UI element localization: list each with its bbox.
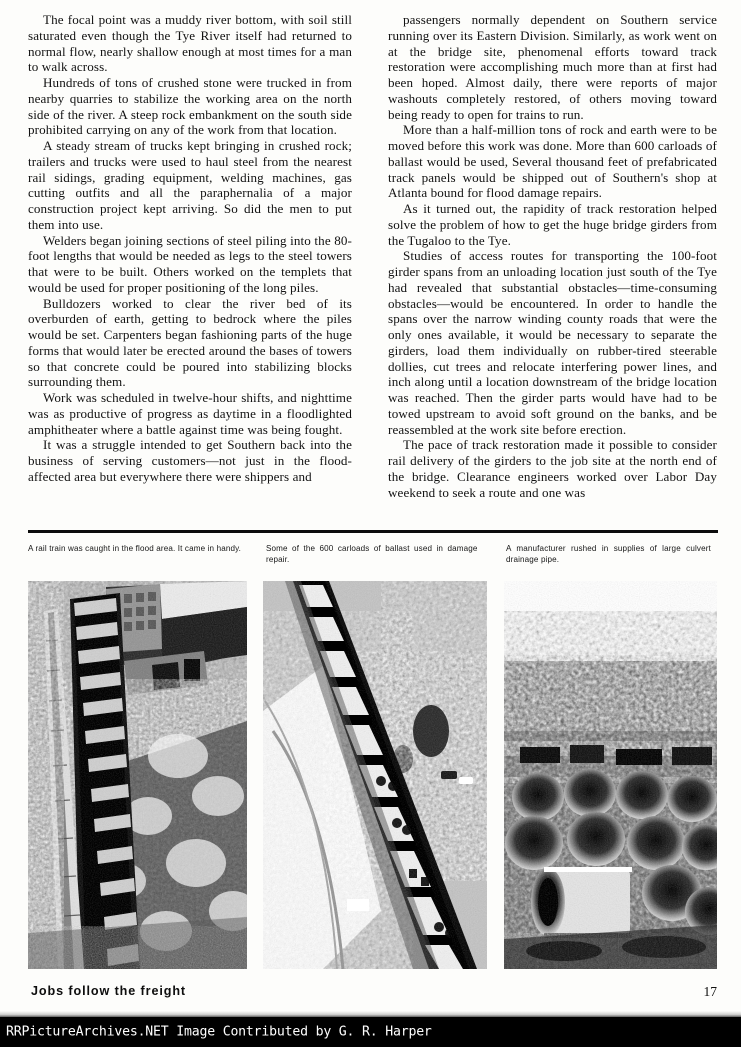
photo-ballast-train-graphic [263,581,487,969]
page-footer [0,984,741,1006]
photo-culvert-pipe [504,581,717,969]
paragraph: The focal point was a muddy river bottom, with soil still saturated even though the Tye River itself had returned to normal flow, nearly shallow enough at most times for a man to walk across. [28,12,352,75]
paragraph: It was a struggle intended to get Southern back into the business of serving customers—not just in the flood-affected area but everywhere there were shippers and [28,437,352,484]
photo-caption-row [0,543,741,575]
paragraph: The pace of track restoration made it possible to consider rail delivery of the girders to the job site at the north end of the bridge. Clearance engineers worked over Labor Day weekend to seek a route and one was [388,437,717,500]
paragraph: More than a half-million tons of rock and earth were to be moved before this work was done. More than 600 carloads of ballast would be used, Several thousand feet of prefabricated track panels would be shipped out of Southern's shop at Atlanta bound for flood damage repairs. [388,122,717,201]
photo-ballast-train [263,581,487,969]
photo-rail-train-graphic [28,581,247,969]
watermark-text: RRPictureArchives.NET Image Contributed by G. R. Harper [6,1024,432,1040]
paragraph: Work was scheduled in twelve-hour shifts, and nighttime was as productive of progress as daytime in a floodlighted amphitheater where a battle against time was being fought. [28,390,352,437]
paragraph: Welders began joining sections of steel piling into the 80-foot lengths that would be needed as legs to the steel towers that were to be built. Others worked on the templets that would be used for proper positioning of the long piles. [28,232,352,295]
photo-rail-train [28,581,247,969]
photo-culvert-pipe-graphic [504,581,717,969]
photo-row [0,581,741,970]
watermark-bar [0,1017,741,1047]
paragraph: Studies of access routes for transporting the 100-foot girder spans from an unloading location just south of the Tye had revealed that substantial obstacles—time-consuming obstacles—would be encountered. In order to handle the spans over the narrow winding county roads that were the only ones available, it would be necessary to separate the girders, load them individually on rubber-tired steerable dollies, cut trees and relocate interfering power lines, and inch along until a location downstream of the bridge location was reached. Then the girder parts would have had to be towed upstream to avoid soft ground on the banks, and be reassembled at the work site before erection. [388,248,717,437]
right-column [370,0,741,525]
photo-caption-3: A manufacturer rushed in supplies of large culvert drainage pipe. [506,543,711,565]
page-number: 17 [703,984,717,999]
paragraph: passengers normally dependent on Southern service running over its Eastern Division. Similarly, as work went on at the bridge site, phenomenal efforts toward track restoration were accomplishing much more than at first had been hoped. Almost daily, there were reports of major washouts completely restored, of others moving toward being ready to open for trains to run. [388,12,717,122]
left-column [0,0,370,525]
footer-title: Jobs follow the freight [31,984,187,998]
paragraph: Hundreds of tons of crushed stone were trucked in from nearby quarries to stabilize the working area on the north side of the river. A steep rock embankment on the south side prohibited carrying on any of the work from that location. [28,75,352,138]
paragraph: Bulldozers worked to clear the river bed of its overburden of earth, getting to bedrock where the piles would be set. Carpenters began fashioning parts of the huge forms that would later be erected around the bases of towers so that concrete could be poured into stabilizing blocks surrounding them. [28,295,352,390]
photo-caption-2: Some of the 600 carloads of ballast used in damage repair. [266,543,478,565]
photo-caption-1: A rail train was caught in the flood area. It came in handy. [28,543,242,553]
paragraph: A steady stream of trucks kept bringing in crushed rock; trailers and trucks were used to haul steel from the nearest rail sidings, grading equipment, welding machines, gas cutting outfits and all the paraphernalia of a major construction project kept arriving. So did the men to put them into use. [28,138,352,232]
section-divider-rule [28,530,718,533]
paragraph: As it turned out, the rapidity of track restoration helped solve the problem of how to get the huge bridge girders from the Tugaloo to the Tye. [388,201,717,248]
